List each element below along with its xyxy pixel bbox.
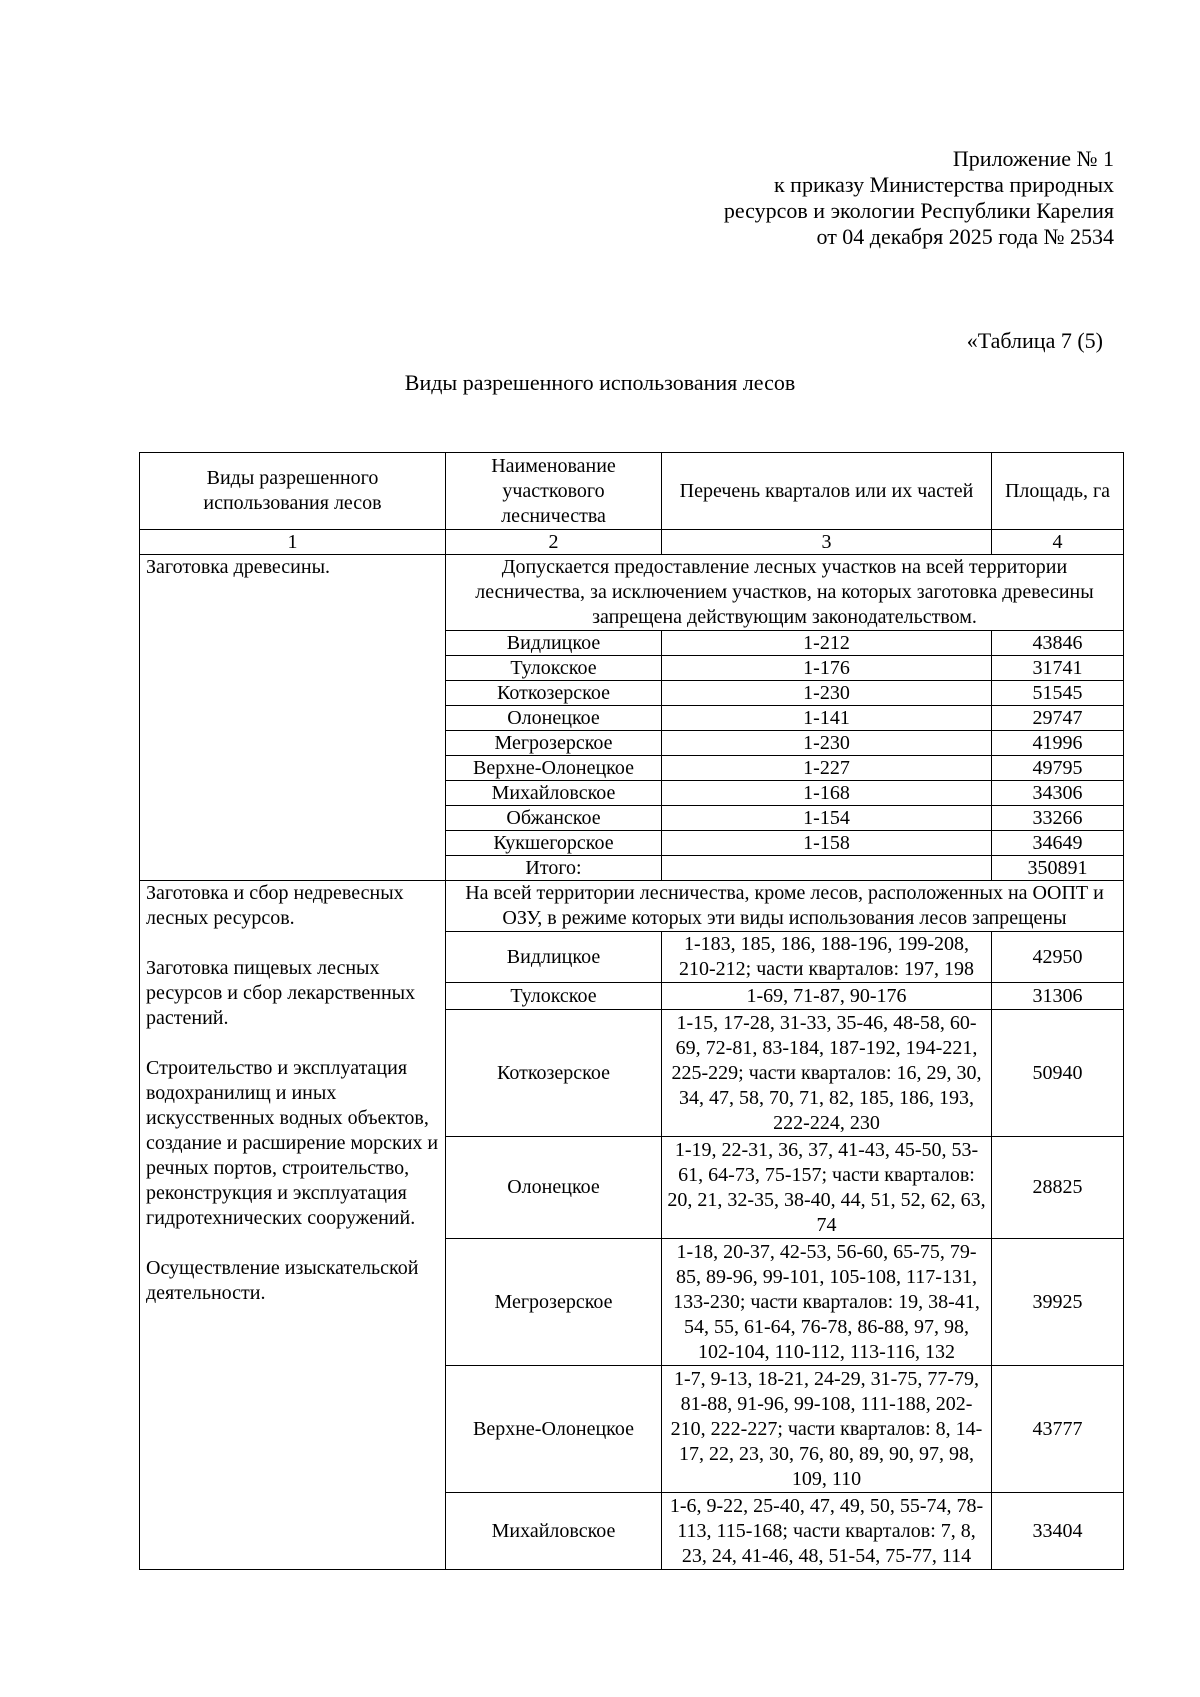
- area-value: 34306: [992, 781, 1124, 806]
- area-value: 41996: [992, 731, 1124, 756]
- quarters-list: 1-158: [662, 831, 992, 856]
- forestry-name: Кукшегорское: [446, 831, 662, 856]
- col-number-3: 3: [662, 530, 992, 555]
- section2-usage-p2: Заготовка пищевых лесных ресурсов и сбор лекарственных растений.: [146, 957, 416, 1029]
- quarters-list: 1-15, 17-28, 31-33, 35-46, 48-58, 60-69, 72-81, 83-184, 187-192, 194-221, 225-229; части кварталов: 16, 29, 30, 34, 47, 58, 70, 71, 82, 185, 186, 193, 222-224, 230: [662, 1010, 992, 1137]
- section1-note-row: [140, 555, 1124, 631]
- area-value: 31306: [992, 983, 1124, 1010]
- forestry-name: Тулокское: [446, 656, 662, 681]
- column-number-row: [140, 530, 1124, 555]
- document-title: Виды разрешенного использования лесов: [404, 370, 796, 395]
- forestry-name: Михайловское: [446, 1493, 662, 1570]
- col-number-4: 4: [992, 530, 1124, 555]
- forest-usage-table: [139, 452, 1124, 1570]
- quarters-list: 1-18, 20-37, 42-53, 56-60, 65-75, 79-85, 89-96, 99-101, 105-108, 117-131, 133-230; части кварталов: 19, 38-41, 54, 55, 61-64, 76-78, 86-88, 97, 98, 102-104, 110-112, 113-116, 132: [662, 1239, 992, 1366]
- forestry-name: Коткозерское: [446, 1010, 662, 1137]
- section2-usage-p1: Заготовка и сбор недревесных лесных ресурсов.: [146, 882, 404, 929]
- appendix-header: [554, 146, 1114, 250]
- col-header-area: Площадь, га: [992, 453, 1124, 530]
- quarters-list: 1-176: [662, 656, 992, 681]
- col-header-usage: Виды разрешенного использования лесов: [140, 453, 446, 530]
- area-value: 43777: [992, 1366, 1124, 1493]
- area-value: 34649: [992, 831, 1124, 856]
- forestry-name: Михайловское: [446, 781, 662, 806]
- section2-usage-p4: Осуществление изыскательской деятельности.: [146, 1257, 419, 1304]
- quarters-list: 1-168: [662, 781, 992, 806]
- quarters-list: 1-154: [662, 806, 992, 831]
- forestry-name: Тулокское: [446, 983, 662, 1010]
- area-value: 28825: [992, 1137, 1124, 1239]
- area-value: 50940: [992, 1010, 1124, 1137]
- forestry-name: Верхне-Олонецкое: [446, 1366, 662, 1493]
- quarters-list: 1-6, 9-22, 25-40, 47, 49, 50, 55-74, 78-113, 115-168; части кварталов: 7, 8, 23, 24, 41-46, 48, 51-54, 75-77, 114: [662, 1493, 992, 1570]
- quarters-list: 1-69, 71-87, 90-176: [662, 983, 992, 1010]
- quarters-list: 1-230: [662, 681, 992, 706]
- quarters-list: 1-227: [662, 756, 992, 781]
- forestry-name: Видлицкое: [446, 932, 662, 983]
- forestry-name: Мегрозерское: [446, 1239, 662, 1366]
- col-header-quarters: Перечень кварталов или их частей: [662, 453, 992, 530]
- total-label: Итого:: [446, 856, 662, 881]
- quarters-list: 1-141: [662, 706, 992, 731]
- appendix-line-3: ресурсов и экологии Республики Карелия: [723, 198, 1114, 223]
- quarters-list: 1-19, 22-31, 36, 37, 41-43, 45-50, 53-61, 64-73, 75-157; части кварталов: 20, 21, 32-35, 38-40, 44, 51, 52, 62, 63, 74: [662, 1137, 992, 1239]
- col-header-forestry: Наименование участкового лесничества: [446, 453, 662, 530]
- quarters-list: 1-212: [662, 631, 992, 656]
- forestry-name: Видлицкое: [446, 631, 662, 656]
- table-caption: «Таблица 7 (5): [966, 328, 1103, 353]
- appendix-line-4: от 04 декабря 2025 года № 2534: [816, 224, 1114, 249]
- appendix-line-1: Приложение № 1: [952, 146, 1114, 171]
- area-value: 51545: [992, 681, 1124, 706]
- forestry-name: Коткозерское: [446, 681, 662, 706]
- area-value: 33266: [992, 806, 1124, 831]
- appendix-line-2: к приказу Министерства природных: [773, 172, 1114, 197]
- table-header-row: [140, 453, 1124, 530]
- forestry-name: Обжанское: [446, 806, 662, 831]
- section1-usage: Заготовка древесины.: [140, 555, 446, 881]
- total-quarters-empty: [662, 856, 992, 881]
- forestry-name: Олонецкое: [446, 1137, 662, 1239]
- col-number-2: 2: [446, 530, 662, 555]
- area-value: 31741: [992, 656, 1124, 681]
- area-value: 29747: [992, 706, 1124, 731]
- section2-usage: [140, 881, 446, 1570]
- section2-note-row: [140, 881, 1124, 932]
- quarters-list: 1-230: [662, 731, 992, 756]
- area-value: 49795: [992, 756, 1124, 781]
- forestry-name: Верхне-Олонецкое: [446, 756, 662, 781]
- total-area: 350891: [992, 856, 1124, 881]
- quarters-list: 1-183, 185, 186, 188-196, 199-208, 210-212; части кварталов: 197, 198: [662, 932, 992, 983]
- area-value: 42950: [992, 932, 1124, 983]
- area-value: 39925: [992, 1239, 1124, 1366]
- forestry-name: Олонецкое: [446, 706, 662, 731]
- quarters-list: 1-7, 9-13, 18-21, 24-29, 31-75, 77-79, 81-88, 91-96, 99-108, 111-188, 202-210, 222-227; части кварталов: 8, 14-17, 22, 23, 30, 76, 80, 89, 90, 97, 98, 109, 110: [662, 1366, 992, 1493]
- area-value: 33404: [992, 1493, 1124, 1570]
- section1-note: Допускается предоставление лесных участков на всей территории лесничества, за исключением участков, на которых заготовка древесины запрещена действующим законодательством.: [446, 555, 1124, 631]
- section2-usage-p3: Строительство и эксплуатация водохранилищ и иных искусственных водных объектов, создание и расширение морских и речных портов, строительство, реконструкция и эксплуатация гидротехнических сооружений.: [146, 1057, 439, 1229]
- col-number-1: 1: [140, 530, 446, 555]
- area-value: 43846: [992, 631, 1124, 656]
- section2-note: На всей территории лесничества, кроме лесов, расположенных на ООПТ и ОЗУ, в режиме которых эти виды использования лесов запрещены: [446, 881, 1124, 932]
- forestry-name: Мегрозерское: [446, 731, 662, 756]
